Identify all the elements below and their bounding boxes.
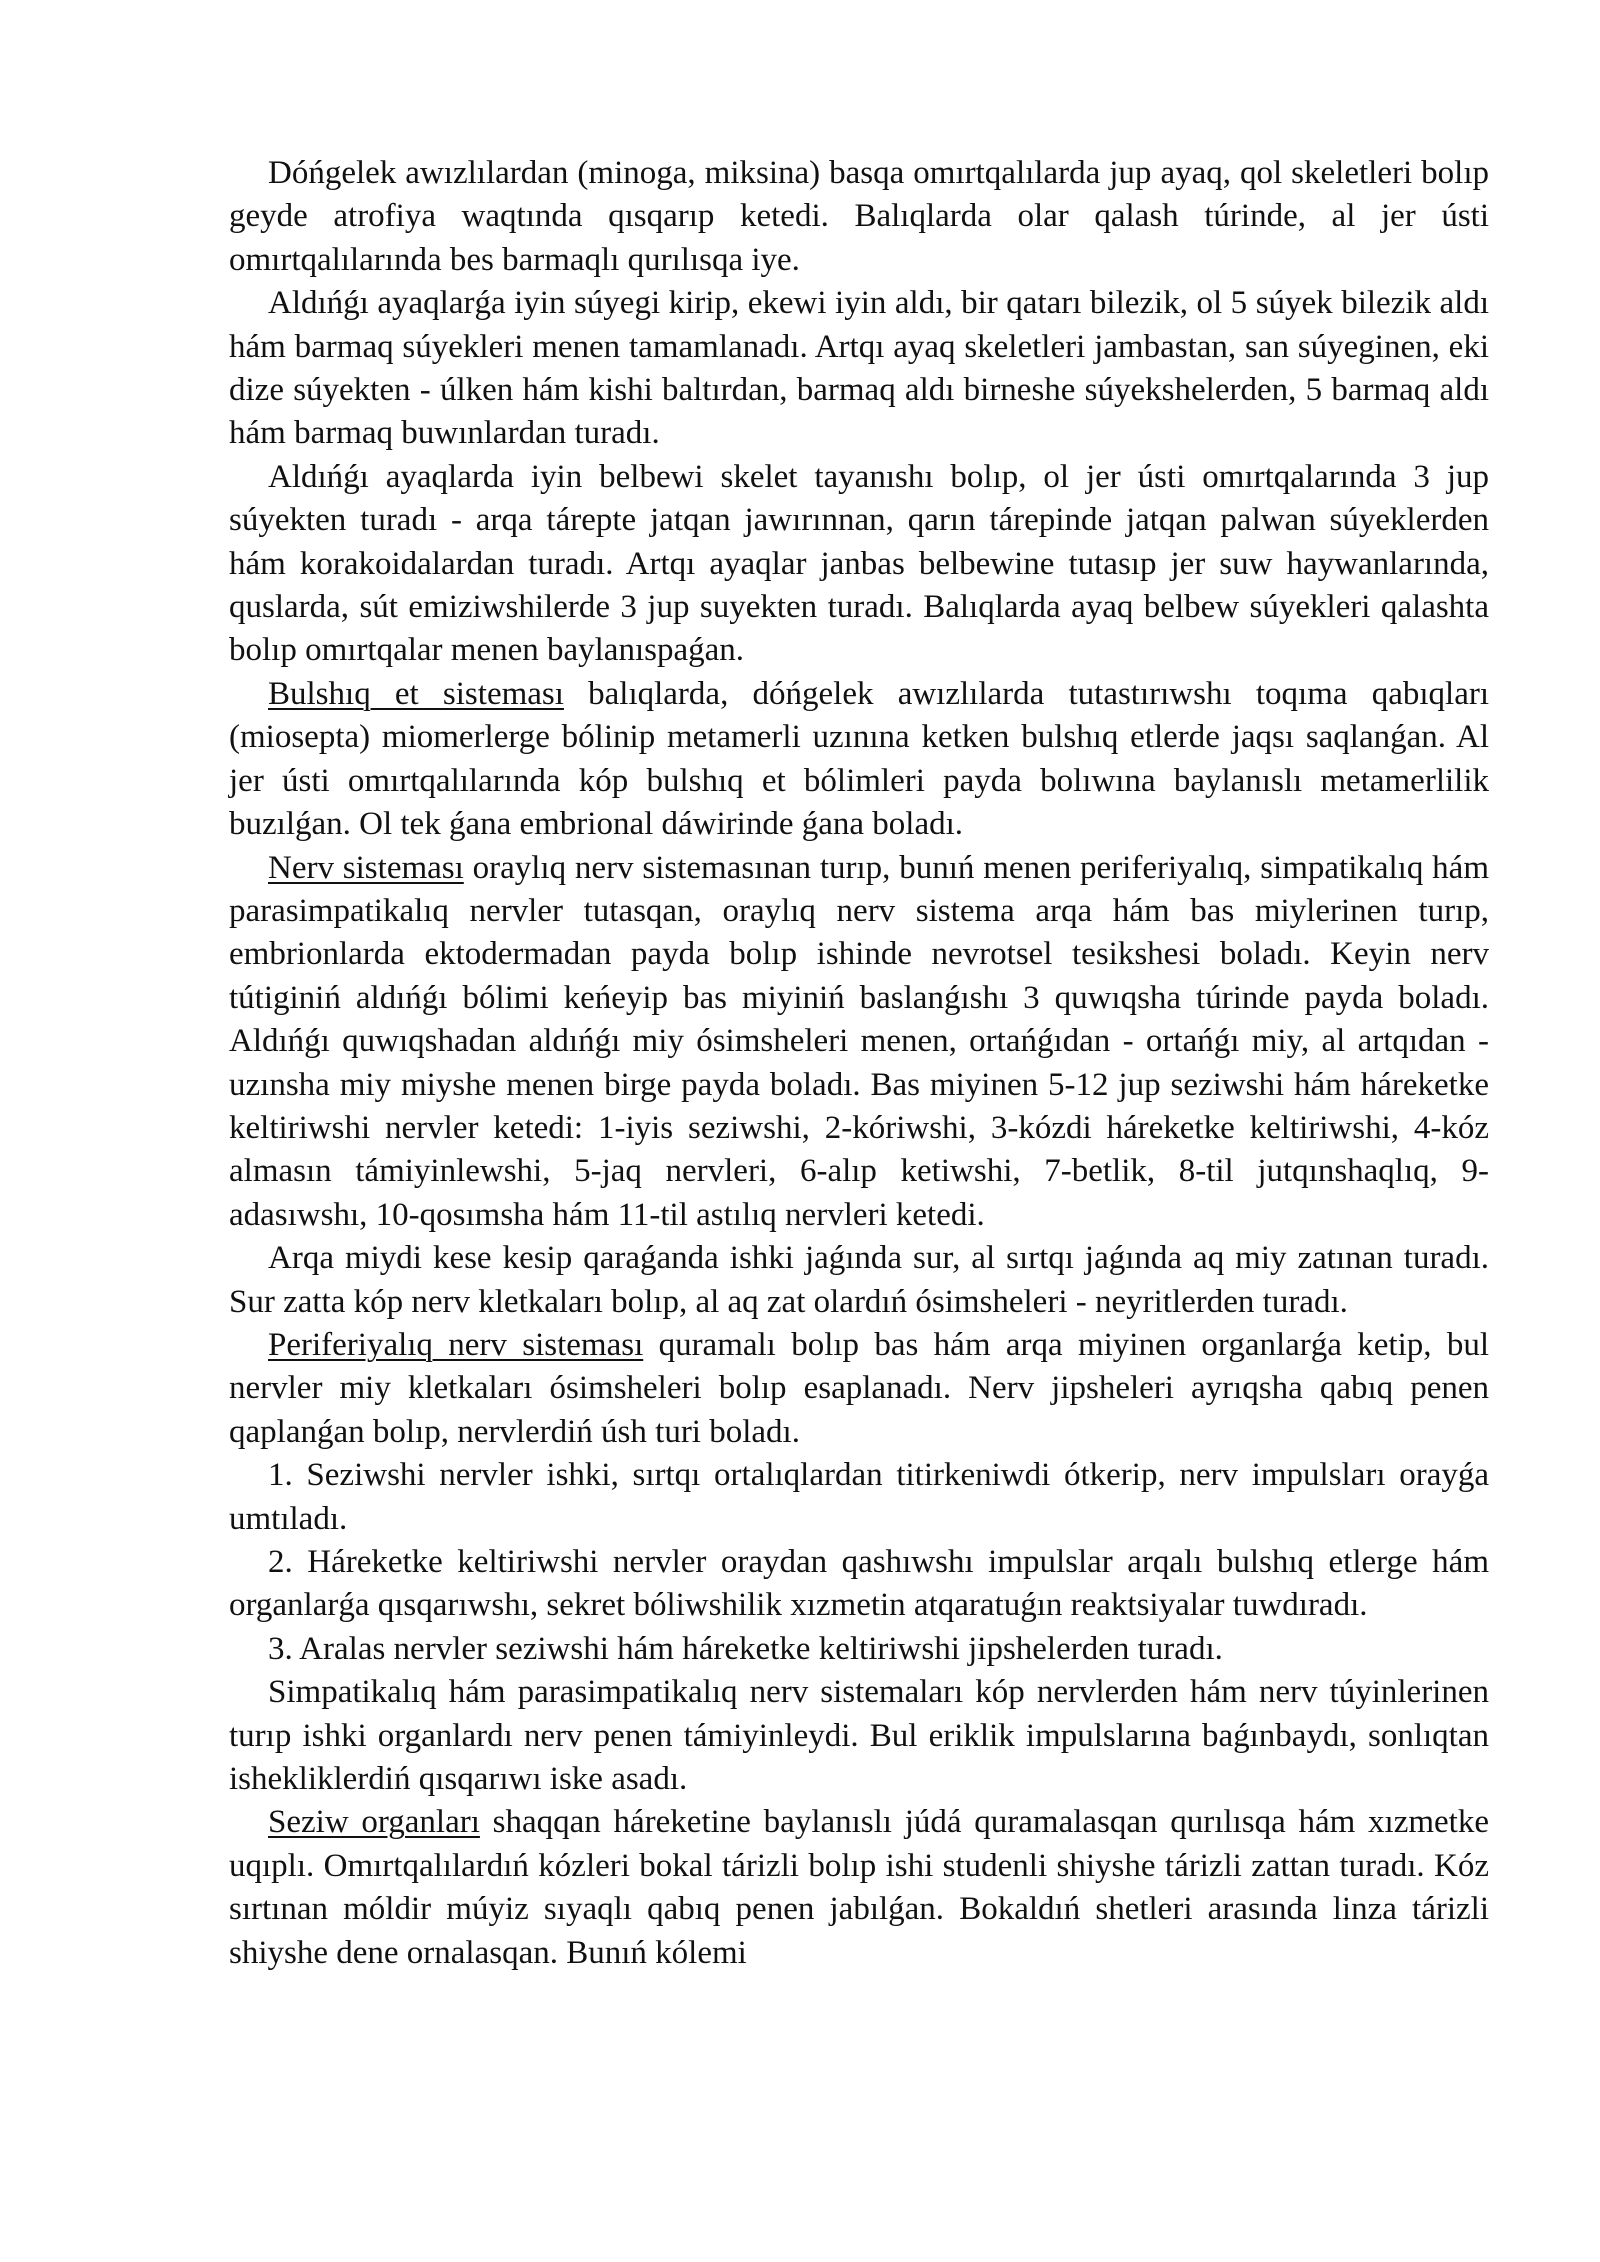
heading-nervous-system: Nerv sisteması bbox=[268, 849, 464, 886]
heading-peripheral-nervous-system: Periferiyalıq nerv sisteması bbox=[268, 1326, 644, 1363]
list-item-sensory-nerves bbox=[229, 1454, 1489, 1541]
paragraph-text: Aldıńǵı ayaqlarda iyin belbewi skelet tayanıshı bolıp, ol jer ústi omırtqalarında 3 jup súyekten turadı - arqa tárepte jatqan jawırınnan, qarın tárepinde jatqan palwan súyeklerden hám korakoidalardan turadı. Artqı ayaqlar janbas belbewine tutasıp jer suw haywanlarında, quslarda, sút emiziwshilerde 3 jup suyekten turadı. Balıqlarda ayaq belbew súyekleri qalashta bolıp omırtqalar menen baylanıspaǵan. bbox=[229, 458, 1489, 669]
heading-sense-organs: Seziw organları bbox=[268, 1804, 480, 1841]
paragraph-sense-organs bbox=[229, 1801, 1489, 1975]
paragraph-muscle-system bbox=[229, 673, 1489, 847]
paragraph-text: shaqqan háreketine baylanıslı júdá quramalasqan qurılısqa hám xızmetke uqıplı. Omırtqalılardıń kózleri bokal tárizli bolıp ishi studenli shiyshe tárizli zattan turadı. Kóz sırtınan móldir múyiz sıyaqlı qabıq penen jabılǵan. Bokaldıń shetleri arasında linza tárizli shiyshe dene ornalasqan. Bunıń kólemi bbox=[229, 1804, 1489, 1971]
paragraph-text: Dóńgelek awızlılardan (minoga, miksina) basqa omırtqalılarda jup ayaq, qol skeletleri bolıp geyde atrofiya waqtında qısqarıp ketedi. Balıqlarda olar qalash túrinde, al jer ústi omırtqalılarında bes barmaqlı qurılısqa iye. bbox=[229, 155, 1489, 278]
paragraph-limb-skeleton-intro bbox=[229, 152, 1489, 282]
list-item-mixed-nerves bbox=[229, 1628, 1489, 1671]
paragraph-text: 3. Aralas nervler seziwshi hám háreketke keltiriwshi jipshelerden turadı. bbox=[268, 1630, 1223, 1667]
paragraph-limb-girdles bbox=[229, 456, 1489, 673]
paragraph-autonomic-system bbox=[229, 1671, 1489, 1801]
paragraph-peripheral-nervous-system bbox=[229, 1324, 1489, 1454]
paragraph-nervous-system bbox=[229, 847, 1489, 1238]
list-item-motor-nerves bbox=[229, 1541, 1489, 1628]
paragraph-text: quramalı bolıp bas hám arqa miyinen organlarǵa ketip, bul nervler miy kletkaları ósimsheleri bolıp esaplanadı. Nerv jipsheleri ayrıqsha qabıq penen qaplanǵan bolıp, nervlerdiń úsh turi boladı. bbox=[229, 1326, 1489, 1450]
heading-muscle-system: Bulshıq et sisteması bbox=[268, 675, 564, 712]
paragraph-text: oraylıq nerv sistemasınan turıp, bunıń menen periferiyalıq, simpatikalıq hám parasimpatikalıq nervler tutasqan, oraylıq nerv sistema arqa hám bas miylerinen turıp, embrionlarda ektodermadan payda bolıp ishinde nevrotsel tesikshesi boladı. Keyin nerv tútiginiń aldıńǵı bólimi keńeyip bas miyiniń baslanǵıshı 3 quwıqsha túrinde payda boladı. Aldıńǵı quwıqshadan aldıńǵı miy ósimsheleri menen, ortańǵıdan - ortańǵı miy, al artqıdan - uzınsha miy miyshe menen birge payda boladı. Bas miyinen 5-12 jup seziwshi hám háreketke keltiriwshi nervler ketedi: 1-iyis seziwshi, 2-kóriwshi, 3-kózdi háreketke keltiriwshi, 4-kóz almasın támiyinlewshi, 5-jaq nervleri, 6-alıp ketiwshi, 7-betlik, 8-til jutqınshaqlıq, 9-adasıwshı, 10-qosımsha hám 11-til astılıq nervleri ketedi. bbox=[229, 849, 1489, 1233]
paragraph-text: Aldıńǵı ayaqlarǵa iyin súyegi kirip, ekewi iyin aldı, bir qatarı bilezik, ol 5 súyek bilezik aldı hám barmaq súyekleri menen tamamlanadı. Artqı ayaq skeletleri jambastan, san súyeginen, eki dize súyekten - úlken hám kishi baltırdan, barmaq aldı birneshe súyekshelerden, 5 barmaq aldı hám barmaq buwınlardan turadı. bbox=[229, 285, 1489, 452]
paragraph-text: Arqa miydi kese kesip qaraǵanda ishki jaǵında sur, al sırtqı jaǵında aq miy zatınan turadı. Sur zatta kóp nerv kletkaları bolıp, al aq zat olardıń ósimsheleri - neyritlerden turadı. bbox=[229, 1240, 1489, 1320]
paragraph-text: 2. Háreketke keltiriwshi nervler oraydan qashıwshı impulslar arqalı bulshıq etlerge hám organlarǵa qısqarıwshı, sekret bóliwshilik xızmetin atqaratuǵın reaktsiyalar tuwdıradı. bbox=[229, 1544, 1489, 1624]
paragraph-text: balıqlarda, dóńgelek awızlılarda tutastırıwshı toqıma qabıqları (miosepta) miomerlerge bólinip metamerli uzınına ketken bulshıq etlerde jaqsı saqlanǵan. Al jer ústi omırtqalılarında kóp bulshıq et bólimleri payda bolıwına baylanıslı metamerlilik buzılǵan. Ol tek ǵana embrional dáwirinde ǵana boladı. bbox=[229, 675, 1489, 843]
paragraph-text: 1. Seziwshi nervler ishki, sırtqı ortalıqlardan titirkeniwdi ótkerip, nerv impulsları orayǵa umtıladı. bbox=[229, 1457, 1489, 1537]
document-page bbox=[229, 152, 1489, 1975]
paragraph-spinal-cord bbox=[229, 1237, 1489, 1324]
paragraph-forelimb-bones bbox=[229, 282, 1489, 456]
paragraph-text: Simpatikalıq hám parasimpatikalıq nerv sistemaları kóp nervlerden hám nerv túyinlerinen turıp ishki organlardı nerv penen támiyinleydi. Bul eriklik impulslarına baǵınbaydı, sonlıqtan ishekliklerdiń qısqarıwı iske asadı. bbox=[229, 1674, 1489, 1798]
